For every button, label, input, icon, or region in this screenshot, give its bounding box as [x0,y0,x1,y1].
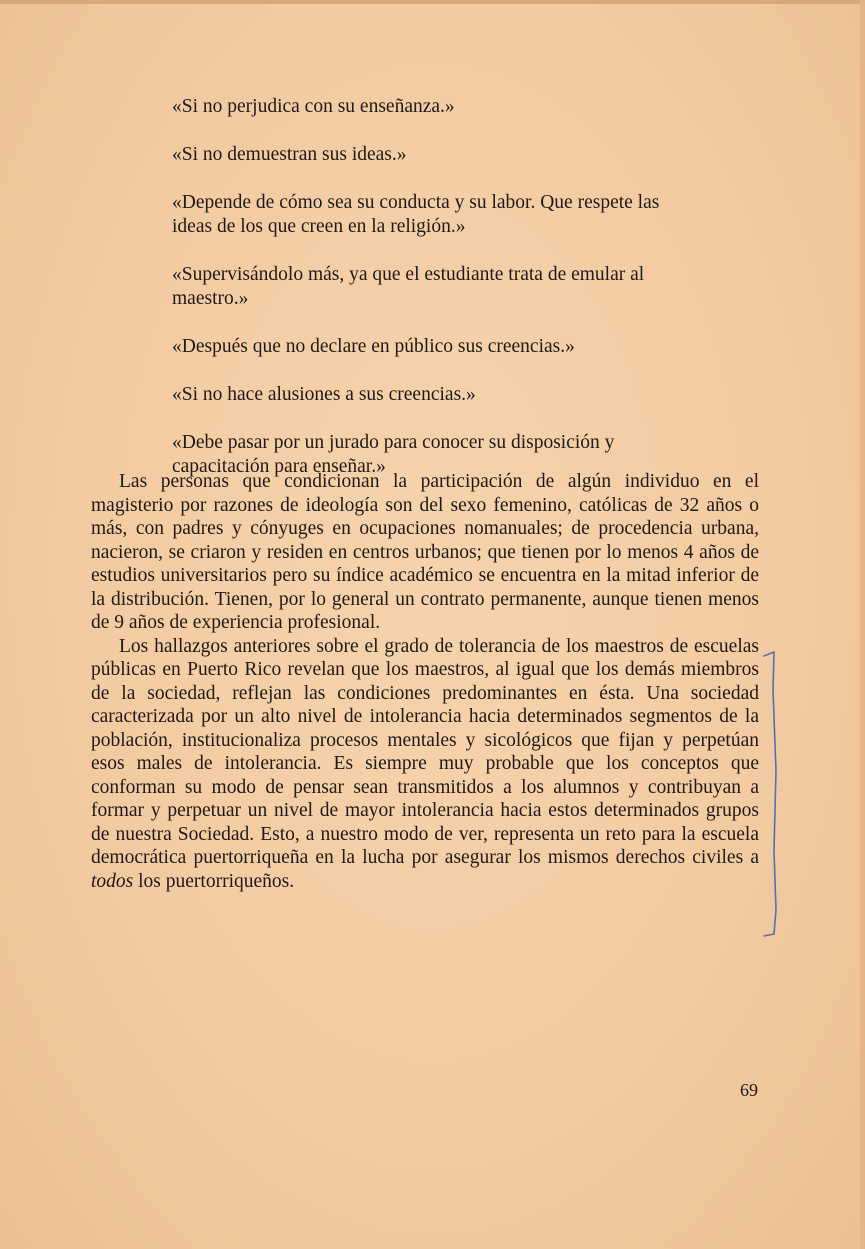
paragraph-findings-end: los puertorriqueños. [133,870,295,892]
quote-item: «Supervisándolo más, ya que el estudiante trata de emular al maestro.» [172,264,645,309]
body-text [91,470,759,893]
quote-item: «Si no demuestran sus ideas.» [172,144,407,165]
page-number: 69 [740,1080,758,1100]
quote-item: «Después que no declare en público sus creencias.» [172,336,575,357]
quote-item: «Debe pasar por un jurado para conocer su disposición y capacitación para enseñar.» [172,432,615,477]
paragraph-demographics: Las personas que condicionan la participación de algún individuo en el magisterio por razones de ideología son del sexo femenino, católicas de 32 años o más, con padres y cónyuges en ocupaciones nomanuales; de procedencia urbana, nacieron, se criaron y residen en centros urbanos; que tienen por lo menos 4 años de estudios universitarios pero su índice académico se encuentra en la mitad inferior de la distribución. Tienen, por lo general un contrato permanente, aunque tienen menos de 9 años de experiencia profesional. [91,471,759,633]
quote-item: «Si no hace alusiones a sus creencias.» [172,384,476,405]
quote-list [172,95,692,503]
paragraph-findings-text: Los hallazgos anteriores sobre el grado de tolerancia de los maestros de escuelas públicas en Puerto Rico revelan que los maestros, al igual que los demás miembros de la sociedad, reflejan las condiciones predominantes en ésta. Una sociedad caracterizada por un alto nivel de intolerancia hacia determinados segmentos de la población, institucionaliza procesos mentales y sicológicos que fijan y perpetúan esos males de intolerancia. Es siempre muy probable que los conceptos que conforman su modo de pensar sean transmitidos a los alumnos y contribuyan a formar y perpetuar un nivel de mayor intolerancia hacia estos determinados grupos de nuestra Sociedad. Esto, a nuestro modo de ver, representa un reto para la escuela democrática puertorriqueña en la lucha por asegurar los mismos derechos civiles a [91,635,759,868]
emphasis-todos: todos [91,870,134,892]
quote-item: «Depende de cómo sea su conducta y su labor. Que respete las ideas de los que creen en la religión.» [172,192,660,237]
margin-bracket-mark [762,650,778,940]
page-right-edge [860,0,865,1249]
paragraph-findings [91,635,759,894]
quote-item: «Si no perjudica con su enseñanza.» [172,96,455,117]
page-top-edge [0,0,865,4]
